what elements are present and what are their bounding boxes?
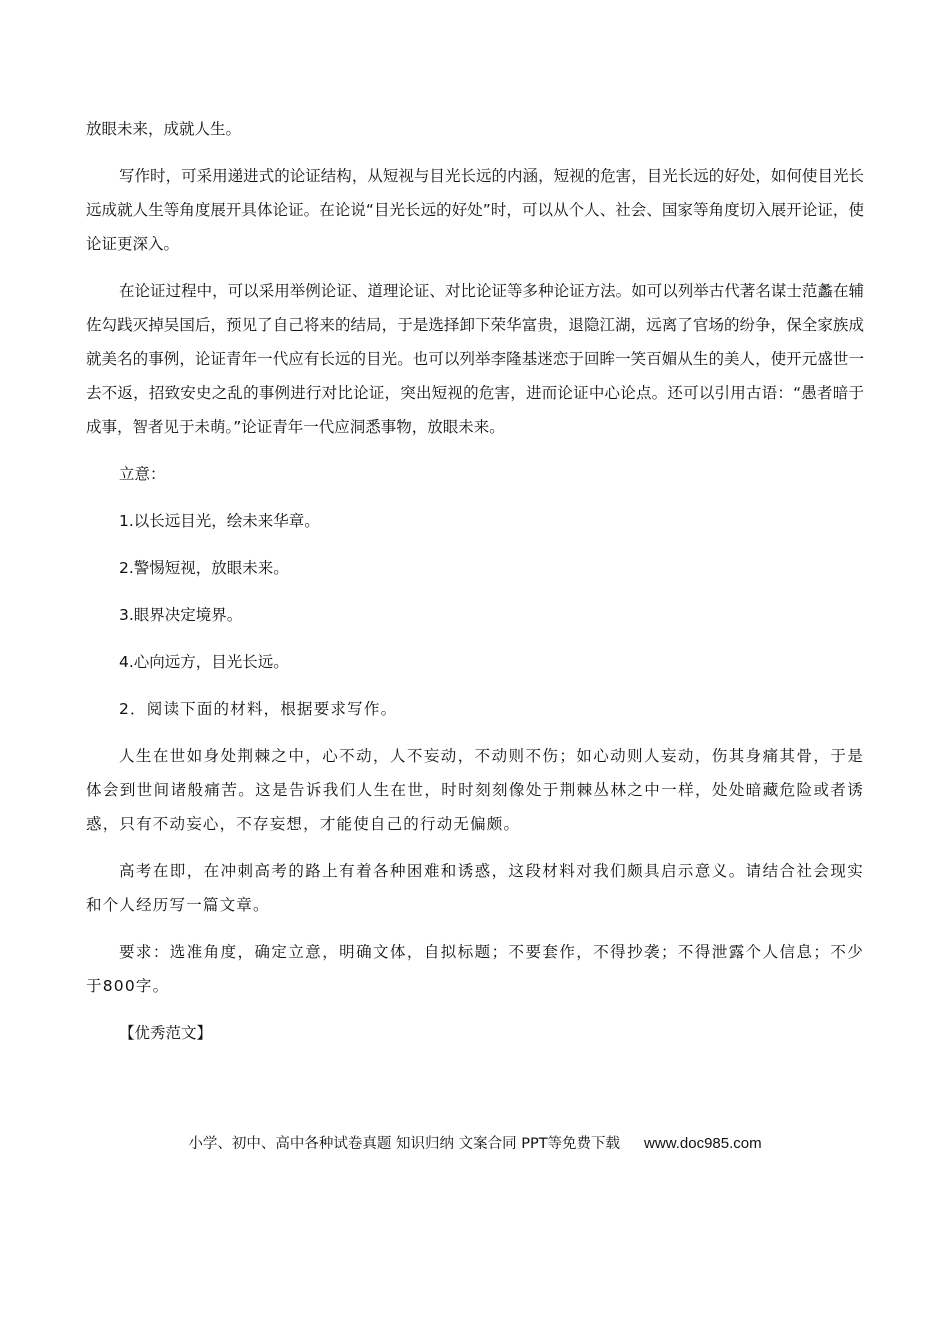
paragraph-conclusion: 放眼未来，成就人生。 <box>86 120 242 138</box>
question-context: 高考在即，在冲刺高考的路上有着各种困难和诱惑，这段材料对我们颇具启示意义。请结合社会现实和个人经历写一篇文章。 <box>86 862 864 914</box>
intent-list <box>86 504 864 679</box>
question-requirements: 要求：选准角度，确定立意，明确文体，自拟标题；不要套作，不得抄袭；不得泄露个人信息；不少于800字。 <box>86 943 864 995</box>
footer-url[interactable]: www.doc985.com <box>644 1135 762 1152</box>
page-footer <box>0 1130 950 1158</box>
model-essay-label: 【优秀范文】 <box>119 1024 213 1042</box>
footer-text: 小学、初中、高中各种试卷真题 知识归纳 文案合同 PPT等免费下载 <box>188 1136 621 1152</box>
intent-heading: 立意： <box>119 465 166 483</box>
list-item: 1.以长远目光，绘未来华章。 <box>119 512 320 530</box>
paragraph-methods: 在论证过程中，可以采用举例论证、道理论证、对比论证等多种论证方法。如可以列举古代著名谋士范蠡在辅佐勾践灭掉吴国后，预见了自己将来的结局，于是选择卸下荣华富贵，退隐江湖，远离了官场的纷争，保全家族成就美名的事例，论证青年一代应有长远的目光。也可以列举李隆基迷恋于回眸一笑百媚从生的美人，使开元盛世一去不返，招致安史之乱的事例进行对比论证，突出短视的危害，进而论证中心论点。还可以引用古语：“愚者暗于成事，智者见于未萌。”论证青年一代应洞悉事物，放眼未来。 <box>86 282 864 436</box>
list-item: 2.警惕短视，放眼未来。 <box>119 559 289 577</box>
document-body <box>86 112 864 1063</box>
paragraph-structure: 写作时，可采用递进式的论证结构，从短视与目光长远的内涵，短视的危害，目光长远的好处，如何使目光长远成就人生等角度展开具体论证。在论说“目光长远的好处”时，可以从个人、社会、国家等角度切入展开论证，使论证更深入。 <box>86 167 864 253</box>
question-heading: 2．阅读下面的材料，根据要求写作。 <box>119 700 398 718</box>
list-item: 3.眼界决定境界。 <box>119 606 243 624</box>
question-material: 人生在世如身处荆棘之中，心不动，人不妄动，不动则不伤；如心动则人妄动，伤其身痛其骨，于是体会到世间诸般痛苦。这是告诉我们人生在世，时时刻刻像处于荆棘丛林之中一样，处处暗藏危险或者诱惑，只有不动妄心，不存妄想，才能使自己的行动无偏颇。 <box>86 747 864 833</box>
list-item: 4.心向远方，目光长远。 <box>119 653 289 671</box>
